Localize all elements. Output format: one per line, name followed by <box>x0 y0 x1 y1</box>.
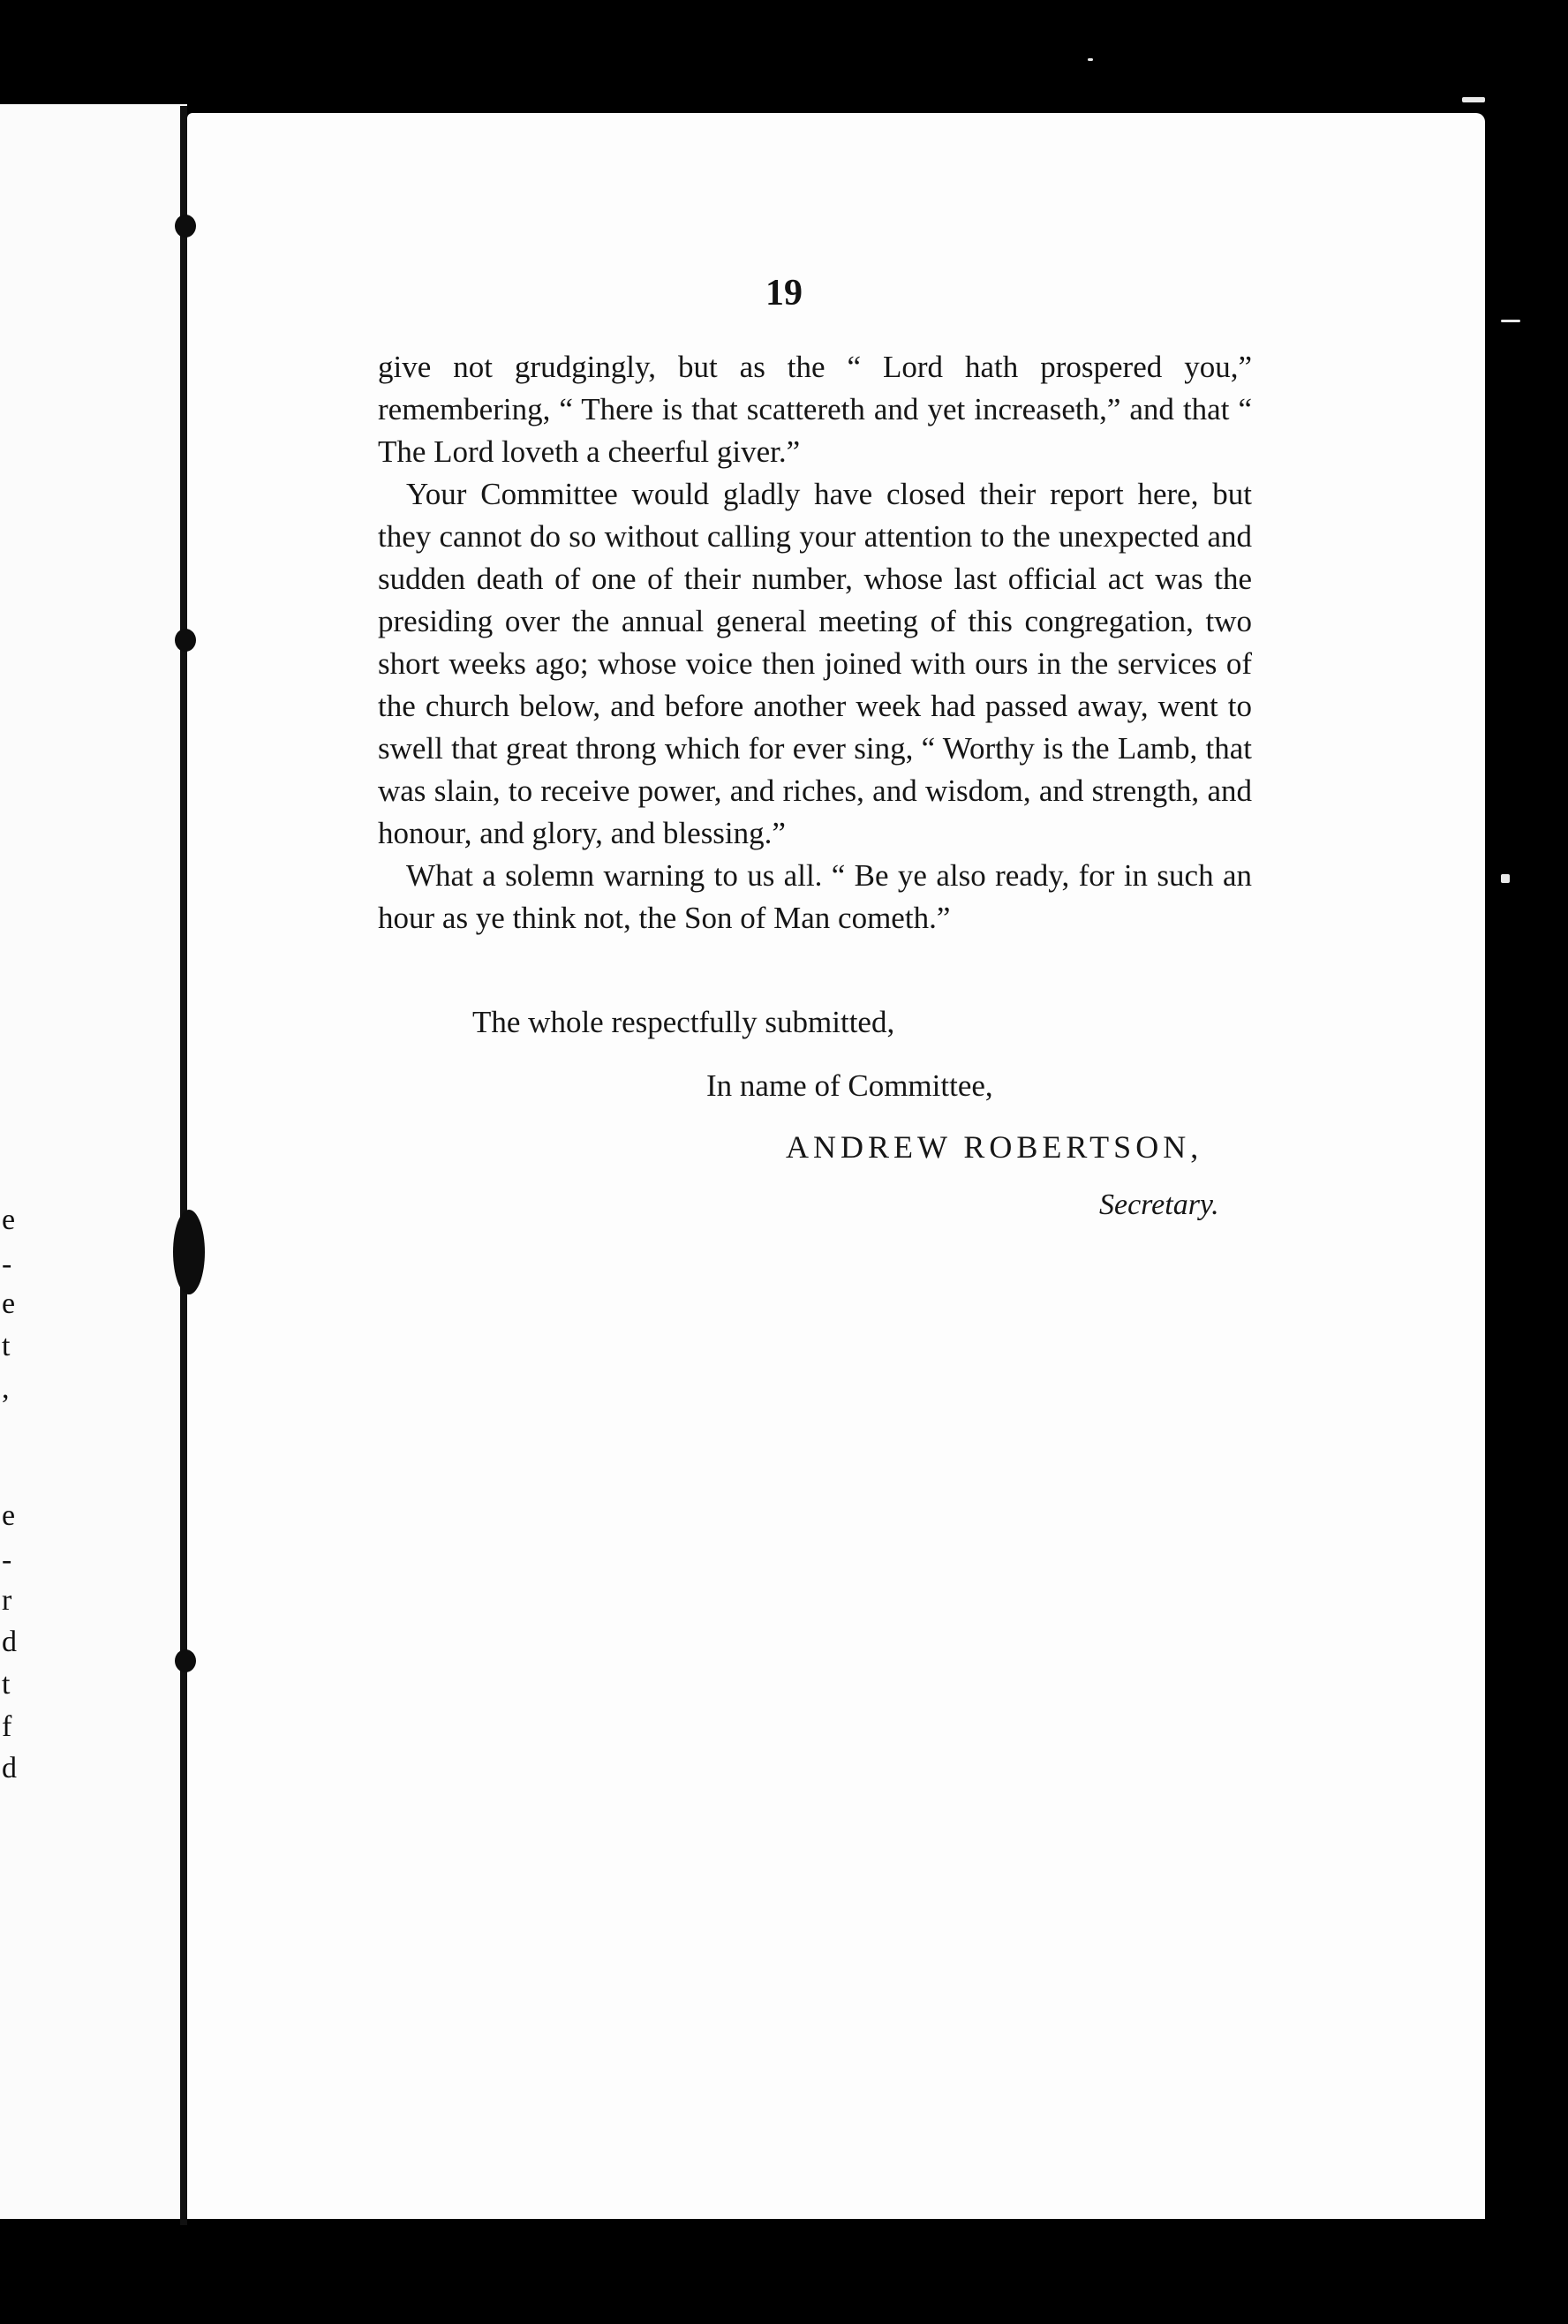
facing-page-fragment: e <box>2 1499 16 1532</box>
facing-page-fragment: t <box>2 1330 11 1362</box>
paragraph: give not grudgingly, but as the “ Lord hath prospered you,” remembering, “ There is that scattereth and yet increaseth,” and that “ The Lord loveth a cheerful giver.” <box>378 350 1252 469</box>
scan-speck <box>1501 874 1510 883</box>
facing-page-fragment: e <box>2 1287 16 1320</box>
facing-page-fragment: e <box>2 1204 16 1236</box>
closing-submitted: The whole respectfully submitted, <box>472 1005 895 1039</box>
page-number: 19 <box>765 273 803 313</box>
binding-stitch <box>175 629 196 652</box>
facing-page-fragment: , <box>2 1372 10 1405</box>
body-text <box>378 346 1252 939</box>
signatory-title: Secretary. <box>1099 1188 1219 1221</box>
book-spine <box>180 106 187 2225</box>
facing-page-fragment: - <box>2 1543 12 1576</box>
paragraph: What a solemn warning to us all. “ Be ye also ready, for in such an hour as ye think not, the Son of Man cometh.” <box>378 858 1252 935</box>
binding-stitch <box>175 1649 196 1672</box>
facing-page-fragment: - <box>2 1248 12 1280</box>
binding-stitch <box>175 215 196 238</box>
scan-speck <box>1501 320 1520 322</box>
paragraph: Your Committee would gladly have closed their report here, but they cannot do so without calling your attention to the unexpected and sudden death of one of their number, whose last official act was the presiding over the annual general meeting of this congregation, two short weeks ago; whose voice then joined with ours in the services of the church below, and before another week had passed away, went to swell that great throng which for ever sing, “ Worthy is the Lamb, that was slain, to receive power, and riches, and wisdom, and strength, and honour, and glory, and blessing.” <box>378 477 1252 850</box>
scan-speck <box>1462 97 1485 102</box>
facing-page-fragment: t <box>2 1668 11 1701</box>
facing-page-fragment: d <box>2 1752 17 1784</box>
facing-page-fragment: d <box>2 1626 17 1658</box>
facing-page-fragment: f <box>2 1710 12 1743</box>
signatory-name: ANDREW ROBERTSON, <box>786 1129 1203 1165</box>
binding-stitch <box>173 1210 205 1294</box>
scan-speck <box>1088 58 1093 61</box>
facing-page-fragment: r <box>2 1584 12 1617</box>
closing-on-behalf: In name of Committee, <box>706 1068 993 1103</box>
